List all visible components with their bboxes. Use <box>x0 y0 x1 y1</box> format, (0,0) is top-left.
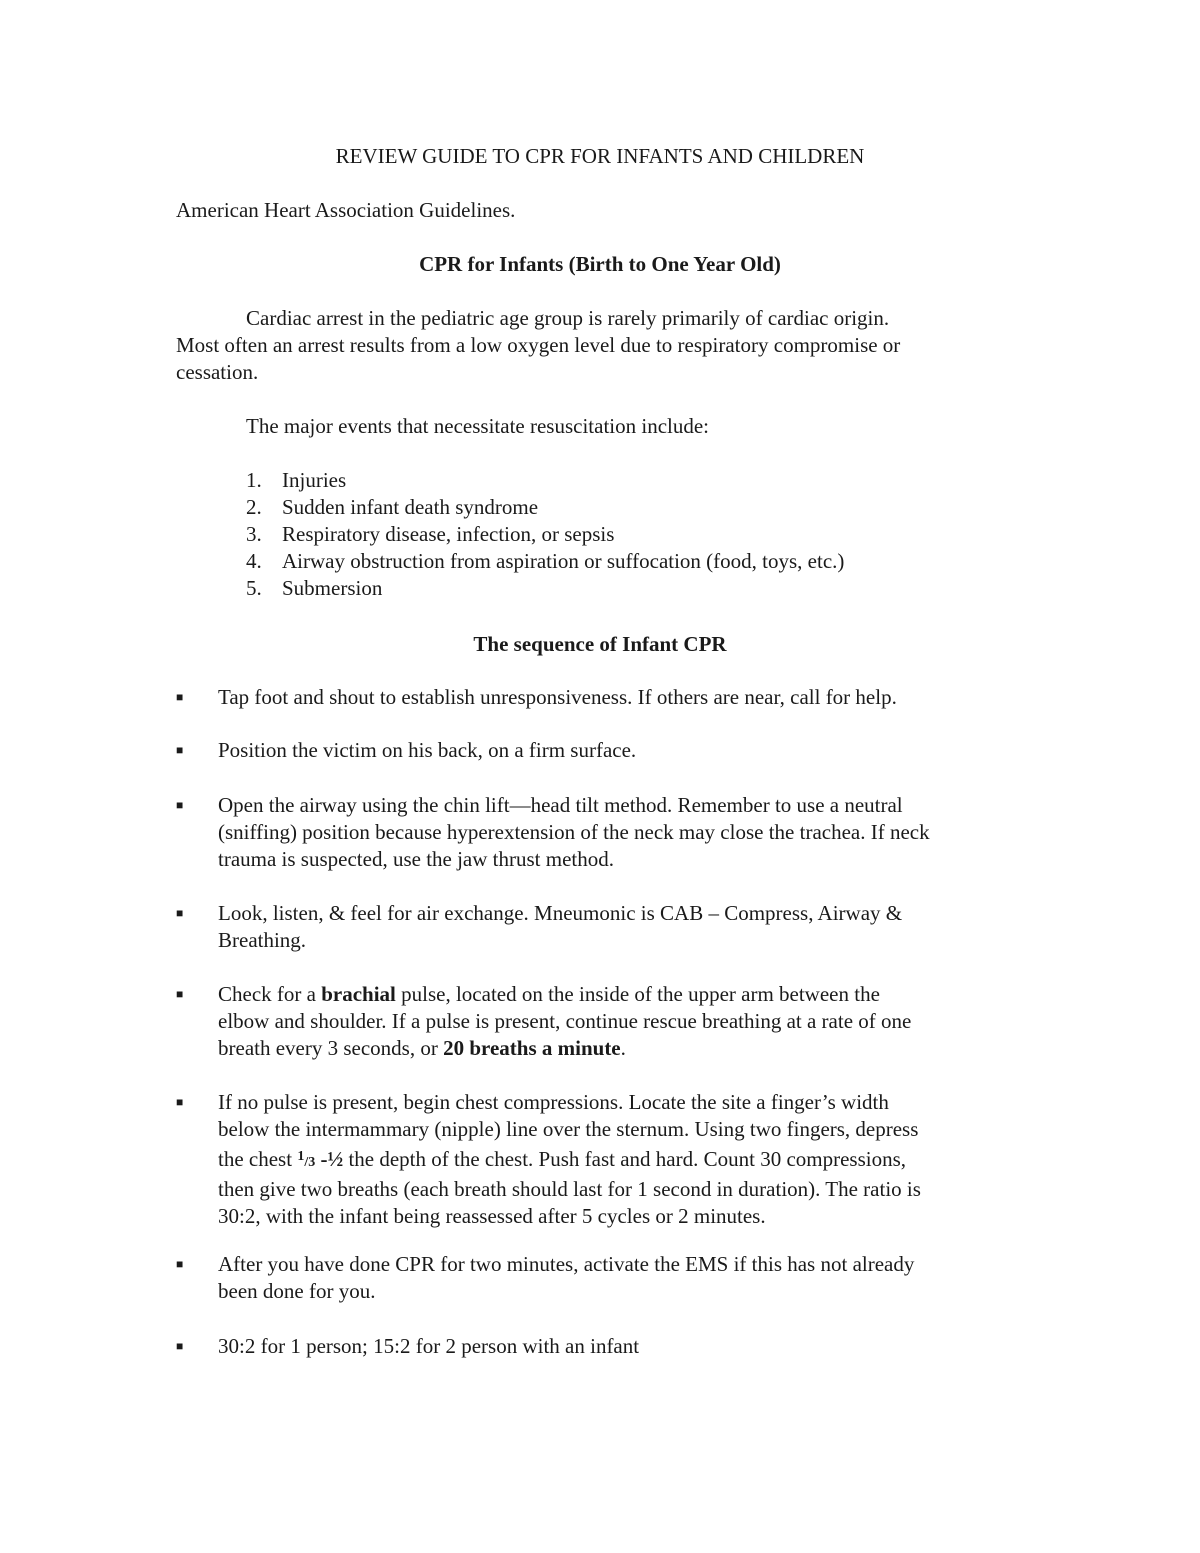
section-heading-infants: CPR for Infants (Birth to One Year Old) <box>419 252 781 276</box>
bullet-text-line <box>218 1035 1038 1062</box>
bullet-text-line: If no pulse is present, begin chest compressions. Locate the site a finger’s width <box>218 1090 889 1114</box>
text-run: . <box>620 1036 626 1060</box>
square-bullet-icon: ■ <box>176 743 184 757</box>
bullet-text-line: 30:2 for 1 person; 15:2 for 2 person with an infant <box>218 1334 640 1358</box>
bullet-text-line: (sniffing) position because hyperextension of the neck may close the trachea. If neck <box>218 820 930 844</box>
list-number: 1. <box>246 468 262 492</box>
bullet-text-line: 30:2, with the infant being reassessed after 5 cycles or 2 minutes. <box>218 1204 766 1228</box>
fraction-numerator: 1 <box>297 1149 305 1164</box>
list-number: 3. <box>246 522 262 546</box>
bullet-text-line: Tap foot and shout to establish unresponsiveness. If others are near, call for help. <box>218 685 897 709</box>
square-bullet-icon: ■ <box>176 1339 184 1353</box>
bold-term-brachial: brachial <box>321 982 396 1006</box>
text-run: pulse, located on the inside of the upper arm between the <box>395 982 880 1006</box>
list-text: Sudden infant death syndrome <box>282 495 539 519</box>
bold-term-rate: 20 breaths a minute <box>443 1036 621 1060</box>
intro-line-2: Most often an arrest results from a low oxygen level due to respiratory compromise or <box>176 333 901 357</box>
bullet-text-line: Look, listen, & feel for air exchange. Mneumonic is CAB – Compress, Airway & <box>218 901 903 925</box>
bullet-text-line <box>218 981 1038 1008</box>
square-bullet-icon: ■ <box>176 987 184 1001</box>
list-number: 2. <box>246 495 262 519</box>
section-heading-sequence: The sequence of Infant CPR <box>473 632 727 656</box>
list-number: 5. <box>246 576 262 600</box>
intro-line-1: Cardiac arrest in the pediatric age group is rarely primarily of cardiac origin. <box>246 306 890 330</box>
square-bullet-icon: ■ <box>176 906 184 920</box>
fraction-half: ½ <box>327 1147 344 1171</box>
list-number: 4. <box>246 549 262 573</box>
list-text: Injuries <box>282 468 347 492</box>
text-run: the chest <box>218 1147 298 1171</box>
bullet-text-line: below the intermammary (nipple) line over the sternum. Using two fingers, depress <box>218 1117 919 1141</box>
square-bullet-icon: ■ <box>176 1095 184 1109</box>
text-run: the depth of the chest. Push fast and hard. Count 30 compressions, <box>343 1147 907 1171</box>
fraction-denominator: 3 <box>308 1155 316 1170</box>
bullet-text-line: elbow and shoulder. If a pulse is present, continue rescue breathing at a rate of one <box>218 1009 912 1033</box>
bullet-text-line: then give two breaths (each breath should last for 1 second in duration). The ratio is <box>218 1177 921 1201</box>
bullet-text-line: been done for you. <box>218 1279 376 1303</box>
text-run: breath every 3 seconds, or <box>218 1036 444 1060</box>
document-title: REVIEW GUIDE TO CPR FOR INFANTS AND CHILDREN <box>335 144 865 168</box>
bullet-text-line <box>218 1143 1038 1176</box>
list-text: Airway obstruction from aspiration or suffocation (food, toys, etc.) <box>282 549 845 573</box>
text-run: Check for a <box>218 982 322 1006</box>
bullet-text-line: trauma is suspected, use the jaw thrust method. <box>218 847 614 871</box>
square-bullet-icon: ■ <box>176 690 184 704</box>
fraction-dash: - <box>315 1147 328 1171</box>
bullet-text-line: Position the victim on his back, on a firm surface. <box>218 738 637 762</box>
bullet-text-line: Breathing. <box>218 928 307 952</box>
list-text: Respiratory disease, infection, or sepsis <box>282 522 615 546</box>
square-bullet-icon: ■ <box>176 798 184 812</box>
intro-line-3: cessation. <box>176 360 259 384</box>
square-bullet-icon: ■ <box>176 1257 184 1271</box>
events-intro: The major events that necessitate resuscitation include: <box>246 414 710 438</box>
source-line: American Heart Association Guidelines. <box>176 198 516 222</box>
list-text: Submersion <box>282 576 383 600</box>
bullet-text-line: After you have done CPR for two minutes, activate the EMS if this has not already <box>218 1252 915 1276</box>
bullet-text-line: Open the airway using the chin lift—head tilt method. Remember to use a neutral <box>218 793 903 817</box>
fraction-slash: / <box>304 1155 309 1170</box>
